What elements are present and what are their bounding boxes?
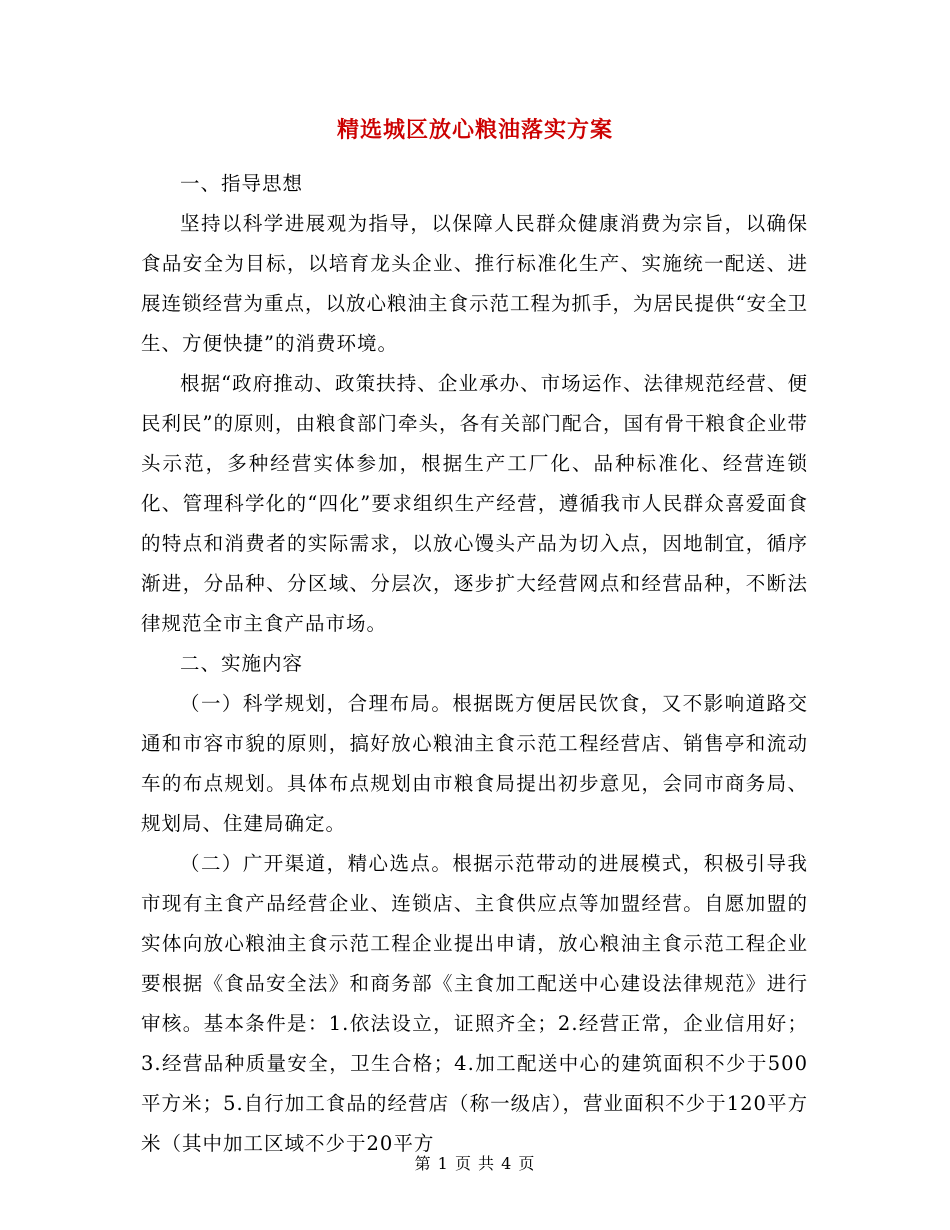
paragraph-guiding-thought: 坚持以科学进展观为指导，以保障人民群众健康消费为宗旨，以确保食品安全为目标，以培育龙头企业、推行标准化生产、实施统一配送、进展连锁经营为重点，以放心粮油主食示范工程为抓手，为居民提供“安全卫生、方便快捷”的消费环境。 bbox=[141, 212, 808, 355]
document-title: 精选城区放心粮油落实方案 bbox=[336, 117, 613, 143]
page-number-footer: 第 1 页 共 4 页 bbox=[414, 1154, 536, 1173]
section-heading-2: 二、实施内容 bbox=[180, 652, 304, 675]
paragraph-planning: （一）科学规划，合理布局。根据既方便居民饮食，又不影响道路交通和市容市貌的原则，搞好放心粮油主食示范工程经营店、销售亭和流动车的布点规划。具体布点规划由市粮食局提出初步意见，会同市商务局、规划局、住建局确定。 bbox=[141, 692, 808, 835]
paragraph-channels: （二）广开渠道，精心选点。根据示范带动的进展模式，积极引导我市现有主食产品经营企业、连锁店、主食供应点等加盟经营。自愿加盟的实体向放心粮油主食示范工程企业提出申请，放心粮油主食示范工程企业要根据《食品安全法》和商务部《主食加工配送中心建设法律规范》进行审核。基本条件是：1.依法设立，证照齐全；2.经营正常，企业信用好；3.经营品种质量安全，卫生合格；4.加工配送中心的建筑面积不少于500平方米；5.自行加工食品的经营店（称一级店），营业面积不少于120平方米（其中加工区域不少于20平方 bbox=[141, 852, 808, 1155]
section-heading-1: 一、指导思想 bbox=[180, 172, 304, 195]
document-body bbox=[141, 164, 808, 1164]
paragraph-principles: 根据“政府推动、政策扶持、企业承办、市场运作、法律规范经营、便民利民”的原则，由粮食部门牵头，各有关部门配合，国有骨干粮食企业带头示范，多种经营实体参加，根据生产工厂化、品种标准化、经营连锁化、管理科学化的“四化”要求组织生产经营，遵循我市人民群众喜爱面食的特点和消费者的实际需求，以放心馒头产品为切入点，因地制宜，循序渐进，分品种、分区域、分层次，逐步扩大经营网点和经营品种，不断法律规范全市主食产品市场。 bbox=[141, 372, 808, 635]
